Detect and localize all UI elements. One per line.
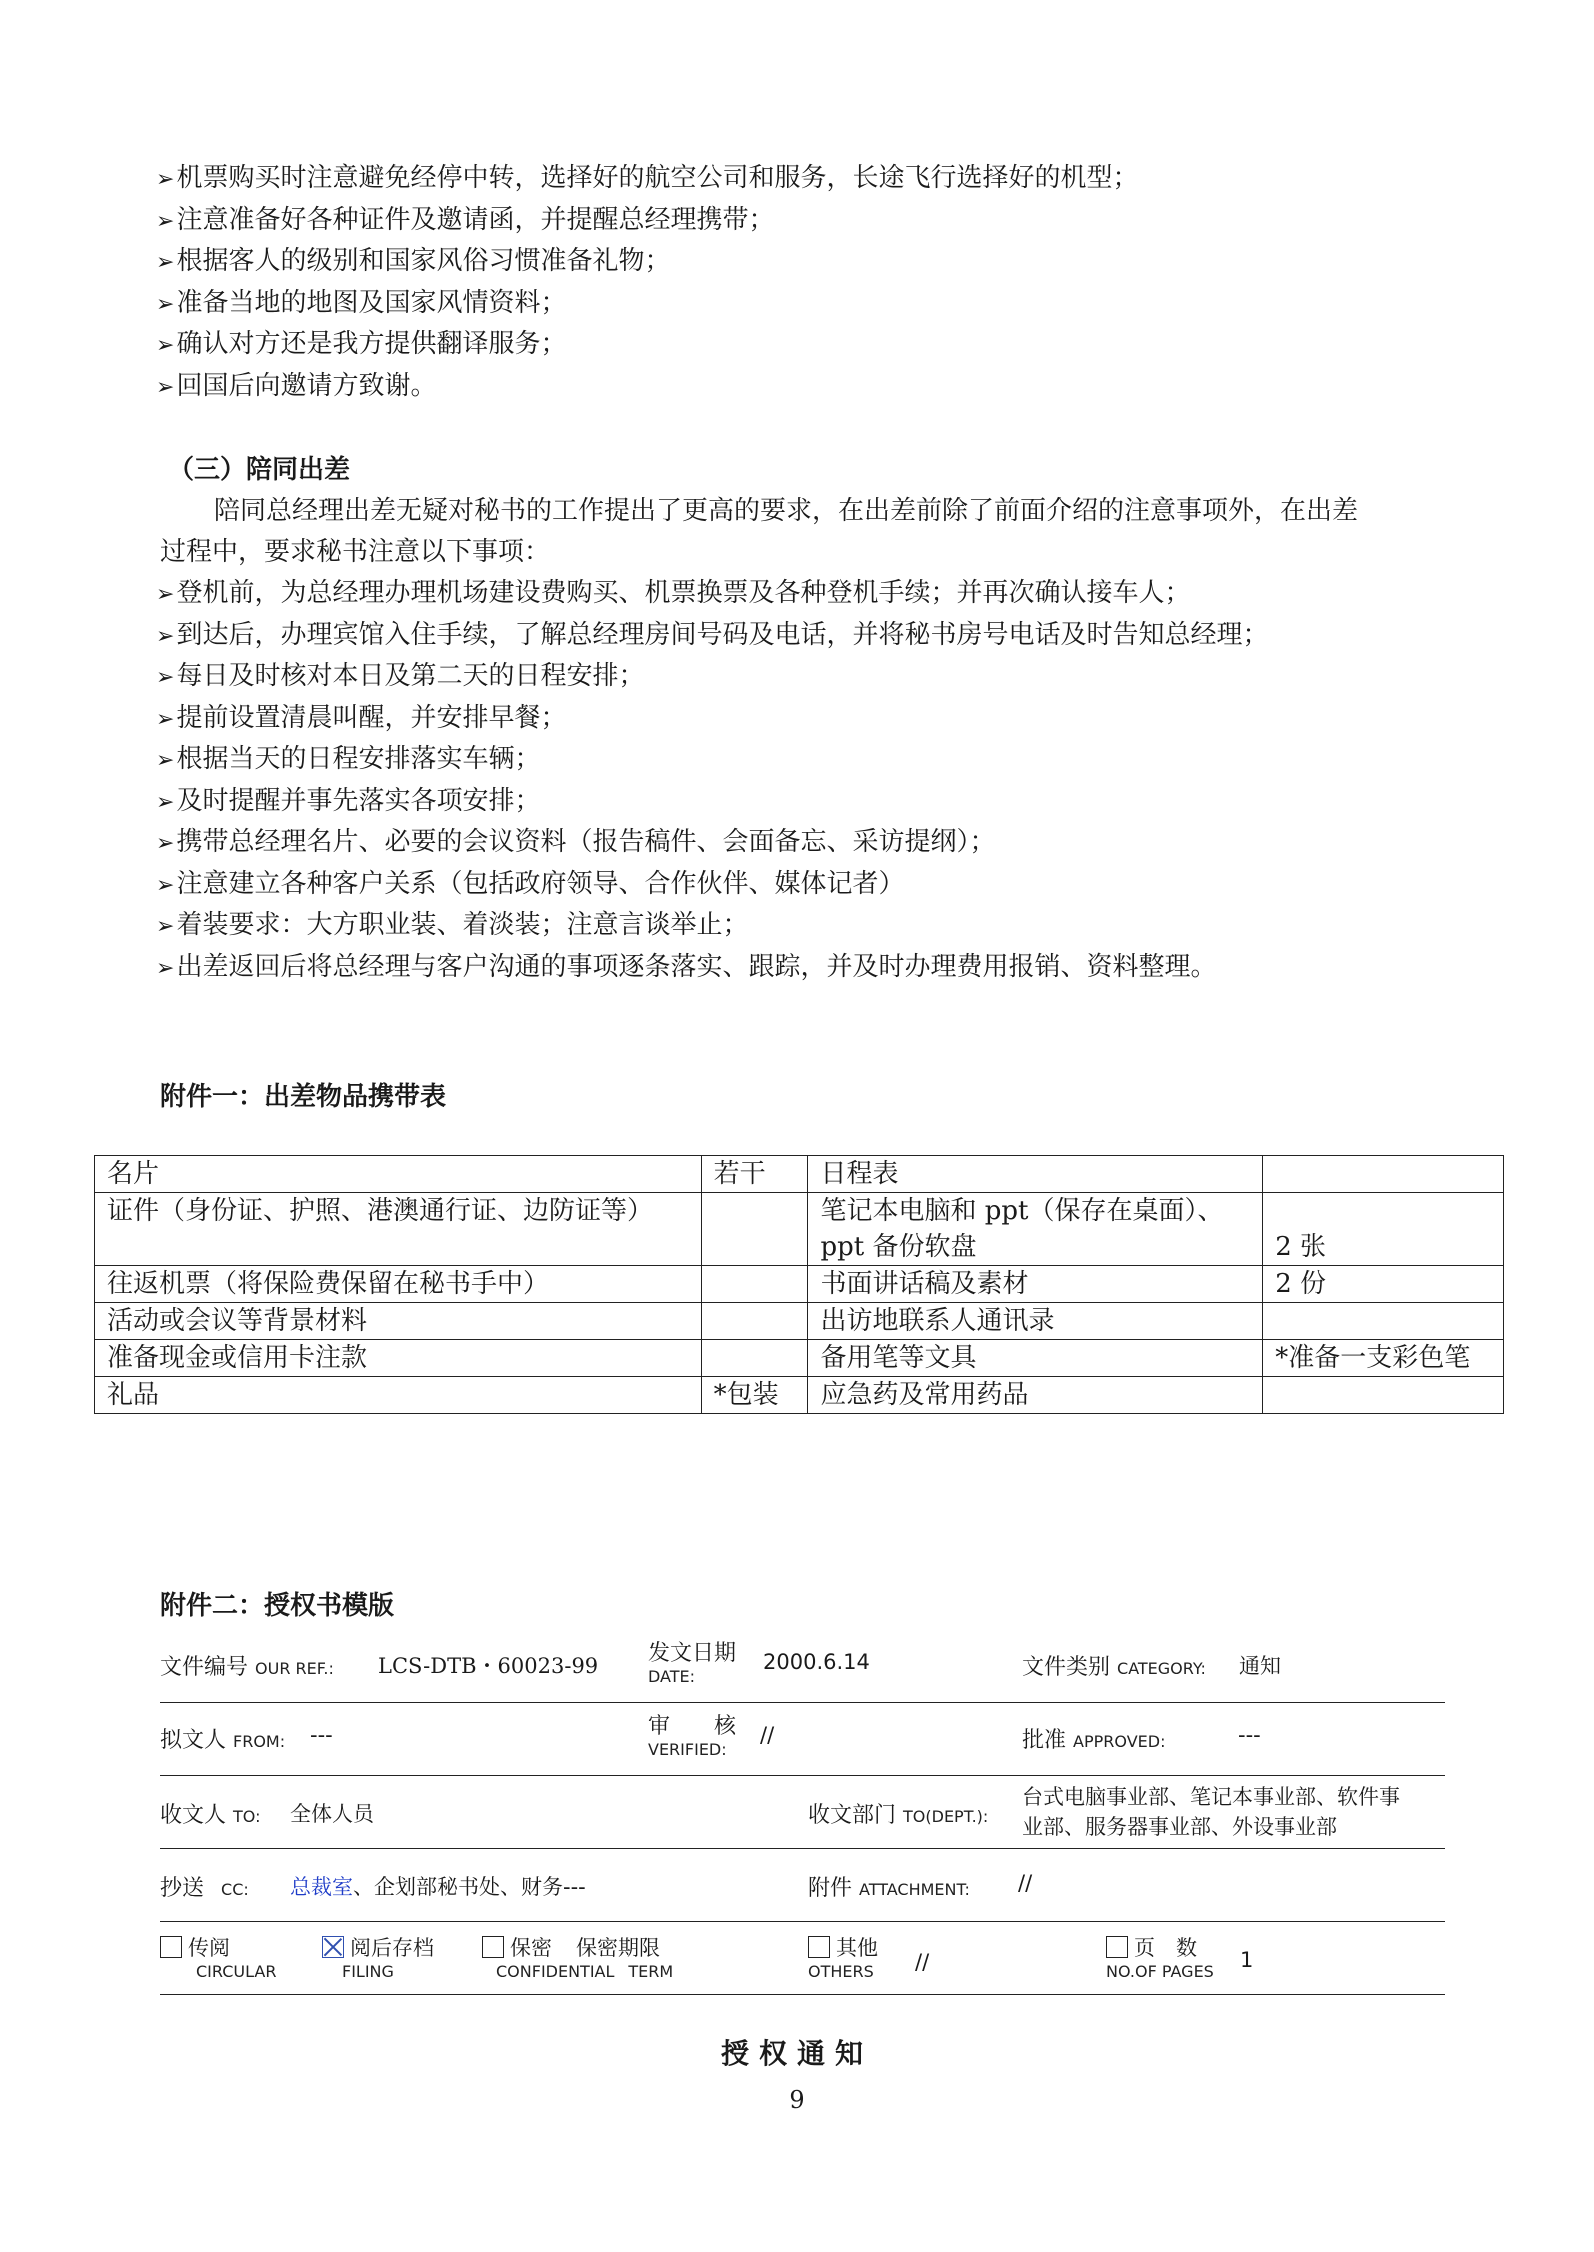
- bullet-text: 根据客人的级别和国家风俗习惯准备礼物；: [176, 246, 671, 276]
- cc-value: 总裁室、企划部秘书处、财务---: [290, 1875, 586, 1899]
- bullet-item: [156, 573, 1190, 615]
- table-cell: [808, 1193, 1263, 1266]
- table-cell: [1263, 1303, 1504, 1340]
- form-row-to: [160, 1776, 1445, 1849]
- arrow-bullet-icon: ➢: [156, 706, 175, 732]
- arrow-bullet-icon: ➢: [156, 167, 175, 192]
- checkbox-icon[interactable]: [1106, 1936, 1128, 1958]
- bullet-item: [156, 241, 670, 283]
- date-label: 发文日期 DATE:: [648, 1641, 737, 1686]
- table-row: [95, 1303, 1504, 1340]
- bullet-text: 登机前，为总经理办理机场建设费购买、机票换票及各种登机手续；并再次确认接车人；: [176, 578, 1191, 608]
- date-value: 2000.6.14: [763, 1650, 870, 1674]
- ref-label: 文件编号 OUR REF.:: [160, 1655, 334, 1680]
- arrow-bullet-icon: ➢: [156, 955, 175, 981]
- table-cell: 往返机票（将保险费保留在秘书手中）: [95, 1266, 702, 1303]
- arrow-bullet-icon: ➢: [156, 623, 175, 649]
- from-value: ---: [310, 1723, 333, 1747]
- pages-value: 1: [1240, 1948, 1254, 1972]
- table-cell: 准备现金或信用卡注款: [95, 1340, 702, 1377]
- bullet-text: 注意建立各种客户关系（包括政府领导、合作伙伴、媒体记者）: [176, 868, 905, 899]
- table-cell: 证件（身份证、护照、港澳通行证、边防证等）: [95, 1193, 702, 1266]
- table-cell: 若干: [701, 1156, 808, 1193]
- bullet-item: [156, 739, 540, 781]
- attachment-value: //: [1018, 1871, 1033, 1895]
- attachment2-heading: 附件二：授权书模版: [160, 1591, 395, 1621]
- bullet-item: [156, 158, 1138, 200]
- bullet-text: 出差返回后将总经理与客户沟通的事项逐条落实、跟踪，并及时办理费用报销、资料整理。: [176, 951, 1217, 982]
- from-label: 拟文人 FROM:: [160, 1728, 286, 1753]
- verified-value: //: [760, 1723, 775, 1747]
- table-cell: 书面讲话稿及素材: [808, 1266, 1263, 1303]
- form-row-from: [160, 1703, 1445, 1776]
- to-label: 收文人 TO:: [160, 1803, 261, 1828]
- to-value: 全体人员: [290, 1802, 374, 1826]
- checkbox-icon[interactable]: [808, 1936, 830, 1958]
- cc-label: 抄送 CC:: [160, 1876, 249, 1901]
- bullet-text: 回国后向邀请方致谢。: [176, 370, 437, 401]
- section-heading: （三）陪同出差: [168, 455, 351, 485]
- table-row: [95, 1377, 1504, 1414]
- bullet-item: [156, 822, 995, 864]
- arrow-bullet-icon: ➢: [156, 291, 175, 317]
- table-cell: *包装: [701, 1377, 808, 1414]
- attachment-label: 附件 ATTACHMENT:: [808, 1876, 970, 1901]
- table-row: [95, 1193, 1504, 1266]
- page-number: 9: [789, 2086, 805, 2114]
- table-cell: 名片: [95, 1156, 702, 1193]
- bullet-item: [156, 905, 748, 947]
- table-cell: 备用笔等文具: [808, 1340, 1263, 1377]
- table-cell: *准备一支彩色笔: [1263, 1340, 1504, 1377]
- bullet-item: [156, 781, 540, 823]
- others-option[interactable]: 其他 OTHERS: [808, 1936, 878, 1981]
- authorization-form: [160, 1630, 1445, 1995]
- verified-label: 审 核 VERIFIED:: [648, 1714, 737, 1759]
- todept-value: 台式电脑事业部、笔记本事业部、软件事 业部、服务器事业部、外设事业部: [1022, 1785, 1400, 1839]
- others-value: //: [915, 1950, 930, 1974]
- table-row: [95, 1266, 1504, 1303]
- bullet-item: [156, 656, 644, 698]
- bullet-text: 着装要求：大方职业装、着淡装；注意言谈举止；: [176, 910, 749, 940]
- arrow-bullet-icon: ➢: [156, 789, 175, 815]
- arrow-bullet-icon: ➢: [156, 582, 175, 607]
- bullet-item: [156, 947, 1216, 989]
- table-cell: [701, 1303, 808, 1340]
- arrow-bullet-icon: ➢: [156, 665, 175, 690]
- table-cell: [701, 1193, 808, 1266]
- cc-president-office: 总裁室: [290, 1875, 353, 1899]
- bullet-text: 确认对方还是我方提供翻译服务；: [176, 329, 567, 359]
- intro-paragraph-line: 陪同总经理出差无疑对秘书的工作提出了更高的要求，在出差前除了前面介绍的注意事项外，在出差: [214, 496, 1359, 526]
- table-cell: 日程表: [808, 1156, 1263, 1193]
- table-cell: 2 份: [1263, 1266, 1504, 1303]
- category-value: 通知: [1239, 1654, 1281, 1678]
- table-cell: 活动或会议等背景材料: [95, 1303, 702, 1340]
- form-row-cc: [160, 1849, 1445, 1922]
- table-cell: 2 张: [1263, 1193, 1504, 1266]
- bullet-item: [156, 615, 1268, 657]
- ref-value: LCS-DTB・60023-99: [378, 1654, 599, 1678]
- table-cell: 礼品: [95, 1377, 702, 1414]
- table-cell: [1263, 1156, 1504, 1193]
- bullet-item: [156, 864, 904, 906]
- form-row-ref: [160, 1630, 1445, 1703]
- bullet-item: [156, 324, 566, 366]
- table-cell: [1263, 1377, 1504, 1414]
- arrow-bullet-icon: ➢: [156, 250, 175, 275]
- arrow-bullet-icon: ➢: [156, 208, 175, 234]
- bullet-item: [156, 200, 774, 242]
- attachment1-heading: 附件一：出差物品携带表: [160, 1082, 447, 1112]
- table-cell-line: ppt 备份软盘: [820, 1232, 977, 1262]
- bullet-text: 注意准备好各种证件及邀请函，并提醒总经理携带；: [176, 204, 775, 235]
- checked-checkbox-icon[interactable]: [322, 1936, 344, 1958]
- bullet-text: 提前设置清晨叫醒，并安排早餐；: [176, 702, 567, 733]
- bullet-item: [156, 366, 436, 408]
- bullet-text: 每日及时核对本日及第二天的日程安排；: [176, 661, 645, 691]
- filing-option[interactable]: 阅后存档 FILING: [322, 1932, 434, 1981]
- notice-title: 授权通知: [720, 2037, 873, 2070]
- bullet-text: 根据当天的日程安排落实车辆；: [176, 744, 541, 774]
- table-row: [95, 1340, 1504, 1377]
- table-cell: 应急药及常用药品: [808, 1377, 1263, 1414]
- intro-paragraph-line: 过程中，要求秘书注意以下事项：: [160, 537, 551, 567]
- checkbox-icon[interactable]: [482, 1936, 504, 1958]
- table-cell-line: 笔记本电脑和 ppt（保存在桌面）、: [820, 1196, 1224, 1226]
- form-row-options: [160, 1922, 1445, 1995]
- circular-option[interactable]: 传阅 CIRCULAR: [160, 1932, 276, 1981]
- approved-label: 批准 APPROVED:: [1022, 1728, 1166, 1753]
- bullet-item: [156, 283, 566, 325]
- category-label: 文件类别 CATEGORY:: [1022, 1655, 1206, 1680]
- arrow-bullet-icon: ➢: [156, 831, 175, 856]
- arrow-bullet-icon: ➢: [156, 374, 175, 400]
- confidential-option[interactable]: 保密 保密期限 CONFIDENTIAL TERM: [482, 1932, 673, 1981]
- checkbox-icon[interactable]: [160, 1936, 182, 1958]
- arrow-bullet-icon: ➢: [156, 333, 175, 358]
- table-cell: [701, 1340, 808, 1377]
- arrow-bullet-icon: ➢: [156, 914, 175, 939]
- arrow-bullet-icon: ➢: [156, 748, 175, 773]
- bullet-text: 机票购买时注意避免经停中转，选择好的航空公司和服务，长途飞行选择好的机型；: [176, 163, 1139, 193]
- bullet-text: 到达后，办理宾馆入住手续，了解总经理房间号码及电话，并将秘书房号电话及时告知总经理；: [176, 619, 1269, 650]
- table-cell: 出访地联系人通讯录: [808, 1303, 1263, 1340]
- travel-items-table: [94, 1155, 1504, 1414]
- bullet-text: 准备当地的地图及国家风情资料；: [176, 287, 567, 318]
- table-row: [95, 1156, 1504, 1193]
- bullet-text: 及时提醒并事先落实各项安排；: [176, 785, 541, 816]
- table-cell: [701, 1266, 808, 1303]
- bullet-item: [156, 698, 566, 740]
- todept-label: 收文部门 TO(DEPT.):: [808, 1803, 989, 1828]
- arrow-bullet-icon: ➢: [156, 872, 175, 898]
- pages-option[interactable]: 页 数 NO.OF PAGES: [1106, 1936, 1214, 1981]
- approved-value: ---: [1238, 1723, 1261, 1747]
- bullet-text: 携带总经理名片、必要的会议资料（报告稿件、会面备忘、采访提纲）；: [176, 827, 996, 857]
